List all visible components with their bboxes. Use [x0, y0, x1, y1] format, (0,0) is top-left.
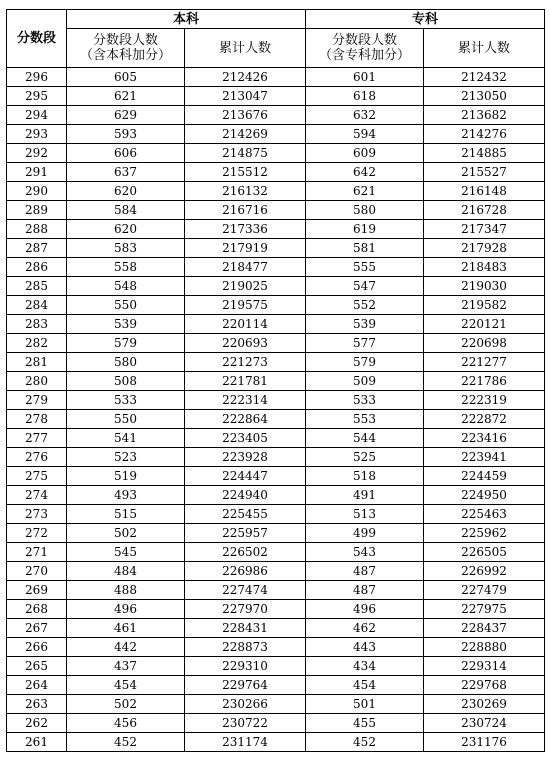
score-cell: 275	[7, 467, 67, 486]
benke-count-cell: 523	[67, 448, 185, 467]
benke-cumulative-cell: 219025	[185, 277, 306, 296]
zhuanke-count-cell: 452	[306, 733, 424, 752]
table-row	[7, 467, 545, 486]
benke-cumulative-cell: 229310	[185, 657, 306, 676]
score-cell: 288	[7, 220, 67, 239]
zhuanke-count-cell: 555	[306, 258, 424, 277]
zhuanke-cumulative-cell: 229314	[424, 657, 545, 676]
table-row	[7, 277, 545, 296]
benke-count-cell: 545	[67, 543, 185, 562]
benke-cumulative-cell: 227474	[185, 581, 306, 600]
benke-cumulative-cell: 220693	[185, 334, 306, 353]
score-cell: 270	[7, 562, 67, 581]
table-row	[7, 201, 545, 220]
zhuanke-cumulative-cell: 222319	[424, 391, 545, 410]
score-cell: 262	[7, 714, 67, 733]
zhuanke-count-cell: 543	[306, 543, 424, 562]
score-cell: 274	[7, 486, 67, 505]
table-row	[7, 220, 545, 239]
table-row	[7, 581, 545, 600]
zhuanke-count-cell: 577	[306, 334, 424, 353]
score-cell: 272	[7, 524, 67, 543]
benke-cumulative-cell: 215512	[185, 163, 306, 182]
zhuanke-count-cell: 579	[306, 353, 424, 372]
zhuanke-cumulative-cell: 223416	[424, 429, 545, 448]
table-row	[7, 353, 545, 372]
score-cell: 269	[7, 581, 67, 600]
zhuanke-count-cell: 621	[306, 182, 424, 201]
zhuanke-cumulative-cell: 228437	[424, 619, 545, 638]
zhuanke-count-cell: 509	[306, 372, 424, 391]
zhuanke-cumulative-cell: 213682	[424, 106, 545, 125]
zhuanke-cumulative-cell: 221786	[424, 372, 545, 391]
score-cell: 281	[7, 353, 67, 372]
table-row	[7, 68, 545, 87]
table-row	[7, 619, 545, 638]
benke-count-cell: 496	[67, 600, 185, 619]
zhuanke-count-cell: 496	[306, 600, 424, 619]
benke-cumulative-cell: 218477	[185, 258, 306, 277]
score-cell: 279	[7, 391, 67, 410]
benke-count-cell: 519	[67, 467, 185, 486]
benke-count-cell: 452	[67, 733, 185, 752]
benke-count-cell: 637	[67, 163, 185, 182]
score-cell: 278	[7, 410, 67, 429]
header-row-columns	[7, 29, 545, 68]
zhuanke-count-cell: 618	[306, 87, 424, 106]
score-cell: 267	[7, 619, 67, 638]
table-row	[7, 296, 545, 315]
table-row	[7, 733, 545, 752]
zhuanke-cumulative-cell: 216728	[424, 201, 545, 220]
zhuanke-cumulative-cell: 223941	[424, 448, 545, 467]
table-row	[7, 657, 545, 676]
zhuanke-cumulative-cell: 228880	[424, 638, 545, 657]
score-cell: 280	[7, 372, 67, 391]
benke-cumulative-cell: 214269	[185, 125, 306, 144]
zhuanke-cumulative-cell: 226505	[424, 543, 545, 562]
benke-count-cell: 484	[67, 562, 185, 581]
zhuanke-cumulative-cell: 217347	[424, 220, 545, 239]
score-cell: 277	[7, 429, 67, 448]
table-row	[7, 429, 545, 448]
zhuanke-count-cell: 619	[306, 220, 424, 239]
score-distribution-table	[6, 9, 545, 752]
benke-count-cell: 558	[67, 258, 185, 277]
benke-count-cell: 580	[67, 353, 185, 372]
benke-cumulative-cell: 230266	[185, 695, 306, 714]
score-cell: 276	[7, 448, 67, 467]
benke-count-cell: 550	[67, 296, 185, 315]
score-cell: 287	[7, 239, 67, 258]
zhuanke-cumulative-cell: 230724	[424, 714, 545, 733]
table-row	[7, 410, 545, 429]
zhuanke-cumulative-header: 累计人数	[424, 29, 545, 68]
table-row	[7, 486, 545, 505]
benke-count-header	[67, 29, 185, 68]
table-row	[7, 562, 545, 581]
header-row-groups	[7, 10, 545, 29]
zhuanke-count-cell: 601	[306, 68, 424, 87]
zhuanke-cumulative-cell: 226992	[424, 562, 545, 581]
zhuanke-cumulative-cell: 214885	[424, 144, 545, 163]
table-row	[7, 600, 545, 619]
table-row	[7, 714, 545, 733]
benke-count-cell: 488	[67, 581, 185, 600]
benke-count-cell: 461	[67, 619, 185, 638]
benke-count-cell: 606	[67, 144, 185, 163]
score-distribution-sheet	[6, 9, 545, 752]
benke-cumulative-cell: 225455	[185, 505, 306, 524]
zhuanke-cumulative-cell: 220121	[424, 315, 545, 334]
score-cell: 292	[7, 144, 67, 163]
benke-cumulative-cell: 224447	[185, 467, 306, 486]
benke-count-cell: 620	[67, 182, 185, 201]
table-row	[7, 144, 545, 163]
zhuanke-count-cell: 609	[306, 144, 424, 163]
zhuanke-count-cell: 434	[306, 657, 424, 676]
benke-count-header-line1: 分数段人数	[92, 33, 158, 48]
score-cell: 289	[7, 201, 67, 220]
benke-count-cell: 515	[67, 505, 185, 524]
score-cell: 266	[7, 638, 67, 657]
score-cell: 273	[7, 505, 67, 524]
zhuanke-cumulative-cell: 224459	[424, 467, 545, 486]
table-row	[7, 695, 545, 714]
benke-cumulative-cell: 213047	[185, 87, 306, 106]
zhuanke-count-cell: 487	[306, 581, 424, 600]
table-row	[7, 676, 545, 695]
zhuanke-group-header: 专科	[306, 10, 545, 29]
table-row	[7, 372, 545, 391]
benke-cumulative-cell: 228431	[185, 619, 306, 638]
zhuanke-count-cell: 487	[306, 562, 424, 581]
zhuanke-cumulative-cell: 230269	[424, 695, 545, 714]
zhuanke-cumulative-cell: 222872	[424, 410, 545, 429]
zhuanke-count-cell: 581	[306, 239, 424, 258]
benke-count-cell: 456	[67, 714, 185, 733]
score-cell: 268	[7, 600, 67, 619]
zhuanke-cumulative-cell: 225463	[424, 505, 545, 524]
score-cell: 284	[7, 296, 67, 315]
table-row	[7, 163, 545, 182]
benke-count-cell: 629	[67, 106, 185, 125]
benke-cumulative-cell: 223405	[185, 429, 306, 448]
table-row	[7, 87, 545, 106]
benke-count-cell: 605	[67, 68, 185, 87]
table-row	[7, 182, 545, 201]
benke-cumulative-cell: 228873	[185, 638, 306, 657]
benke-count-cell: 550	[67, 410, 185, 429]
score-cell: 263	[7, 695, 67, 714]
benke-count-cell: 593	[67, 125, 185, 144]
benke-group-header: 本科	[67, 10, 306, 29]
benke-count-cell: 493	[67, 486, 185, 505]
benke-cumulative-cell: 222314	[185, 391, 306, 410]
zhuanke-cumulative-cell: 213050	[424, 87, 545, 106]
score-cell: 290	[7, 182, 67, 201]
table-row	[7, 334, 545, 353]
benke-cumulative-cell: 222864	[185, 410, 306, 429]
score-cell: 293	[7, 125, 67, 144]
zhuanke-count-cell: 544	[306, 429, 424, 448]
zhuanke-count-cell: 642	[306, 163, 424, 182]
benke-count-header-line2: （含本科加分）	[79, 48, 171, 63]
score-cell: 283	[7, 315, 67, 334]
zhuanke-count-header	[306, 29, 424, 68]
score-cell: 271	[7, 543, 67, 562]
zhuanke-cumulative-cell: 219030	[424, 277, 545, 296]
benke-cumulative-cell: 225957	[185, 524, 306, 543]
zhuanke-cumulative-cell: 221277	[424, 353, 545, 372]
zhuanke-count-cell: 580	[306, 201, 424, 220]
table-row	[7, 524, 545, 543]
benke-cumulative-cell: 230722	[185, 714, 306, 733]
benke-cumulative-cell: 224940	[185, 486, 306, 505]
score-column-header: 分数段	[7, 10, 67, 68]
zhuanke-count-cell: 491	[306, 486, 424, 505]
zhuanke-count-cell: 501	[306, 695, 424, 714]
score-cell: 286	[7, 258, 67, 277]
table-body	[7, 68, 545, 752]
benke-cumulative-cell: 217336	[185, 220, 306, 239]
benke-cumulative-cell: 216132	[185, 182, 306, 201]
benke-cumulative-cell: 213676	[185, 106, 306, 125]
zhuanke-count-cell: 533	[306, 391, 424, 410]
score-cell: 295	[7, 87, 67, 106]
zhuanke-count-cell: 594	[306, 125, 424, 144]
benke-cumulative-cell: 221273	[185, 353, 306, 372]
zhuanke-count-cell: 455	[306, 714, 424, 733]
zhuanke-cumulative-cell: 219582	[424, 296, 545, 315]
zhuanke-count-cell: 454	[306, 676, 424, 695]
benke-count-cell: 548	[67, 277, 185, 296]
zhuanke-count-cell: 462	[306, 619, 424, 638]
benke-cumulative-cell: 217919	[185, 239, 306, 258]
benke-cumulative-cell: 223928	[185, 448, 306, 467]
table-header	[7, 10, 545, 68]
zhuanke-count-header-line2: （含专科加分）	[318, 48, 410, 63]
benke-cumulative-cell: 227970	[185, 600, 306, 619]
zhuanke-cumulative-cell: 229768	[424, 676, 545, 695]
benke-count-cell: 541	[67, 429, 185, 448]
benke-cumulative-cell: 212426	[185, 68, 306, 87]
zhuanke-cumulative-cell: 215527	[424, 163, 545, 182]
score-cell: 291	[7, 163, 67, 182]
benke-cumulative-cell: 220114	[185, 315, 306, 334]
zhuanke-cumulative-cell: 212432	[424, 68, 545, 87]
benke-cumulative-cell: 231174	[185, 733, 306, 752]
table-row	[7, 258, 545, 277]
zhuanke-count-cell: 539	[306, 315, 424, 334]
score-cell: 261	[7, 733, 67, 752]
zhuanke-cumulative-cell: 231176	[424, 733, 545, 752]
benke-cumulative-cell: 219575	[185, 296, 306, 315]
zhuanke-count-cell: 525	[306, 448, 424, 467]
zhuanke-cumulative-cell: 217928	[424, 239, 545, 258]
benke-count-cell: 533	[67, 391, 185, 410]
benke-count-cell: 437	[67, 657, 185, 676]
zhuanke-count-cell: 499	[306, 524, 424, 543]
table-row	[7, 638, 545, 657]
zhuanke-count-header-line1: 分数段人数	[331, 33, 397, 48]
zhuanke-count-cell: 552	[306, 296, 424, 315]
zhuanke-cumulative-cell: 220698	[424, 334, 545, 353]
score-cell: 285	[7, 277, 67, 296]
benke-cumulative-cell: 221781	[185, 372, 306, 391]
score-cell: 294	[7, 106, 67, 125]
benke-count-cell: 539	[67, 315, 185, 334]
table-row	[7, 391, 545, 410]
zhuanke-cumulative-cell: 227975	[424, 600, 545, 619]
score-cell: 282	[7, 334, 67, 353]
zhuanke-count-cell: 547	[306, 277, 424, 296]
benke-count-cell: 508	[67, 372, 185, 391]
benke-cumulative-header: 累计人数	[185, 29, 306, 68]
benke-count-cell: 583	[67, 239, 185, 258]
benke-cumulative-cell: 216716	[185, 201, 306, 220]
benke-cumulative-cell: 229764	[185, 676, 306, 695]
table-row	[7, 315, 545, 334]
benke-count-cell: 584	[67, 201, 185, 220]
zhuanke-count-cell: 632	[306, 106, 424, 125]
zhuanke-count-cell: 518	[306, 467, 424, 486]
benke-count-cell: 579	[67, 334, 185, 353]
table-row	[7, 239, 545, 258]
benke-count-cell: 502	[67, 695, 185, 714]
benke-count-cell: 621	[67, 87, 185, 106]
table-row	[7, 106, 545, 125]
zhuanke-count-cell: 553	[306, 410, 424, 429]
zhuanke-count-cell: 513	[306, 505, 424, 524]
table-row	[7, 448, 545, 467]
zhuanke-cumulative-cell: 225962	[424, 524, 545, 543]
zhuanke-count-cell: 443	[306, 638, 424, 657]
benke-cumulative-cell: 226986	[185, 562, 306, 581]
benke-count-cell: 620	[67, 220, 185, 239]
zhuanke-cumulative-cell: 216148	[424, 182, 545, 201]
score-cell: 264	[7, 676, 67, 695]
benke-count-cell: 502	[67, 524, 185, 543]
zhuanke-cumulative-cell: 224950	[424, 486, 545, 505]
score-cell: 265	[7, 657, 67, 676]
benke-cumulative-cell: 226502	[185, 543, 306, 562]
table-row	[7, 543, 545, 562]
benke-count-cell: 454	[67, 676, 185, 695]
zhuanke-cumulative-cell: 214276	[424, 125, 545, 144]
benke-count-cell: 442	[67, 638, 185, 657]
zhuanke-cumulative-cell: 227479	[424, 581, 545, 600]
zhuanke-cumulative-cell: 218483	[424, 258, 545, 277]
table-row	[7, 505, 545, 524]
benke-cumulative-cell: 214875	[185, 144, 306, 163]
table-row	[7, 125, 545, 144]
score-cell: 296	[7, 68, 67, 87]
